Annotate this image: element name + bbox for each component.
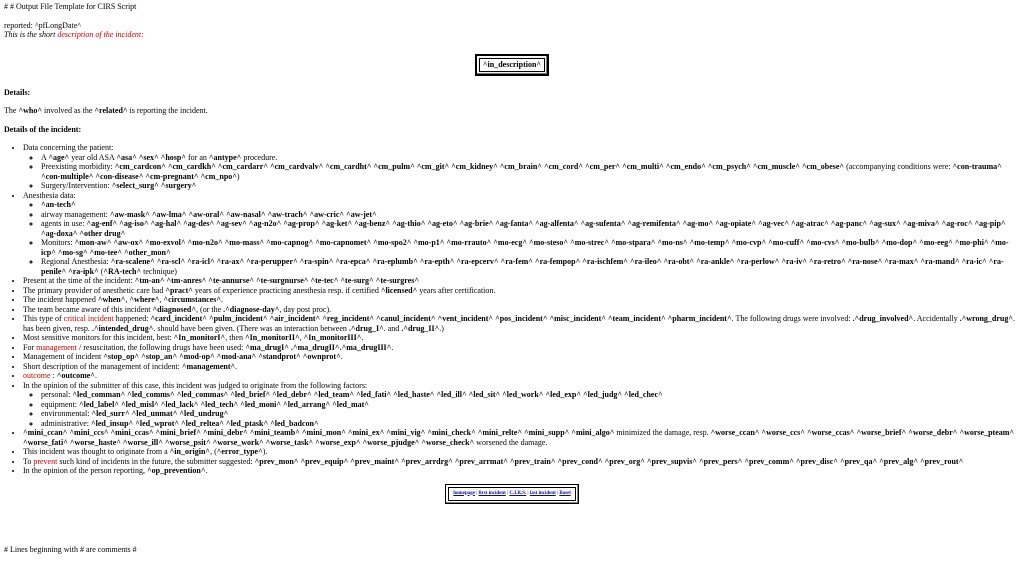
- patient-label: Data concerning the patient:: [23, 143, 114, 152]
- ma-drug-vars: ^ma_drugI^ .^ma_drugII^.^ma_drugIII^: [245, 342, 392, 352]
- agents-vars: ^ag-enf^ ^ag-iso^ ^ag-hal^ ^ag-des^ ^ag-sev^ ^ag-n2o^ ^ag-prop^ ^ag-ket^ ^ag-benz^ ^ag-thio^ ^ag-eto^ ^ag-brie^ ^ag-fanta^ ^ag-alfenta^ ^ag-sufenta^ ^ag-remifenta^ ^ag-mo^ ^ag-opiate^ ^ag-vec^ ^ag-atrac^ ^ag-panc^ ^ag-sux^ ^ag-miva^ ^ag-roc^ ^ag-pip^ ^ag-doxa^ ^other drug^: [41, 219, 1006, 238]
- text: The team became aware of this incident: [23, 304, 153, 314]
- critical-incident-highlight: critical incident: [63, 314, 114, 323]
- licensed-var: ^licensed^: [380, 285, 418, 295]
- when-var: ^when^: [97, 295, 126, 304]
- incident-heading: Details of the incident:: [4, 124, 82, 134]
- text: ,: [125, 295, 130, 304]
- text: Preexisting morbidity:: [41, 162, 115, 171]
- opinion-label: In the opinion of the submitter of this case, this incident was judged to originate from the following factors:: [23, 380, 368, 390]
- list-item-happened: [23, 295, 1020, 305]
- text: , then: [225, 333, 245, 342]
- list-item-environmental: [41, 409, 1020, 419]
- cirs-link[interactable]: C.I.R.S.: [509, 490, 527, 496]
- monitor-ii-var: ^In_monitorII^: [244, 333, 300, 342]
- text: . should have been given. (There was an interaction between: [153, 323, 349, 333]
- text: Management of incident: [23, 352, 104, 361]
- text: years of experience practicing anesthesia resp. if certified: [192, 285, 381, 295]
- text: / resuscitation, the following drugs have been used:: [77, 342, 246, 352]
- text: year old ASA: [69, 152, 117, 162]
- description-button[interactable]: [475, 54, 549, 76]
- separator: |: [555, 490, 560, 496]
- footer-comment: # Lines beginning with # are comments #: [4, 545, 137, 554]
- short-description-prefix: This is the short: [4, 30, 58, 39]
- who-var: ^who^: [18, 106, 42, 115]
- list-item-mini: [23, 428, 1020, 447]
- text: Short description of the management of incident:: [23, 361, 182, 371]
- present-vars: ^tm-an^ ^tm-anres^ ^te-annurse^ ^te-surgnurse^ ^te-tec^ ^te-surg^ ^te-surgres^: [134, 276, 420, 285]
- text: (accompanying conditions were:: [844, 162, 953, 171]
- antype-var: ^antype^: [208, 152, 242, 162]
- outcome-var: ^outcome^: [56, 371, 95, 380]
- text: is reporting the incident.: [127, 106, 208, 115]
- list-item-patient: [23, 143, 1020, 191]
- homepage-link[interactable]: homepage: [453, 490, 475, 496]
- text: agents in use:: [41, 219, 87, 228]
- text: . has been given, resp.: [23, 314, 1016, 333]
- regional-vars: ^ra-scalene^ ^ra-scl^ ^ra-icl^ ^ra-ax^ ^ra-perupper^ ^ra-spin^ ^ra-epca^ ^ra-eplumb^ ^ra-epth^ ^ra-epcerv^ ^ra-fem^ ^ra-fempop^ ^ra-ischfem^ ^ra-ileo^ ^ra-obt^ ^ra-ankle^ ^ra-perlow^ ^ra-iv^ ^ra-retro^ ^ra-nose^ ^ra-max^ ^ra-mand^ ^ra-ic^ ^ra-penile^ ^ra-ipk^: [41, 257, 1004, 276]
- morbidity-vars: ^cm_cardcon^ ^cm_cardkh^ ^cm_cardarr^ ^cm_cardvalv^ ^cm_cardht^ ^cm_pulm^ ^cm_git^ ^cm_kidney^ ^cm_brain^ ^cm_cord^ ^cm_per^ ^cm_multi^ ^cm_endo^ ^cm_psych^ ^cm_muscle^ ^cm_obese^: [114, 162, 845, 171]
- worse-vars: ^worse_ccan^ ^worse_ccs^ ^worse_ccas^ ^worse_brief^ ^worse_debr^ ^worse_pteam^ ^worse_fati^ ^worse_haste^ ^worse_ill^ ^worse_psit^ ^worse_work^ ^worse_task^ ^worse_exp^ ^worse_pjudge^ ^worse_check^: [23, 428, 1015, 447]
- list-item-aware: [23, 305, 1020, 315]
- short-description-line: [4, 30, 1020, 40]
- text: for an: [186, 152, 209, 162]
- nav-box: [445, 484, 578, 504]
- list-item-morbidity: [41, 162, 1020, 181]
- list-item-origin: [23, 447, 1020, 457]
- management-var: ^management^: [181, 361, 236, 371]
- incident-type-vars: ^card_incident^ ^pulm_incident^ ^air_incident^ ^reg_incident^ ^canul_incident^ ^vent_incident^ ^pos_incident^ ^misc_incident^ ^team_incident^ ^pharm_incident^: [150, 314, 732, 323]
- list-item-prevent: [23, 457, 1020, 467]
- list-item-present: [23, 276, 1020, 286]
- text: happened:: [113, 314, 151, 323]
- intended-drug-var: .^intended_drug^: [91, 323, 154, 333]
- list-item-agents: [41, 219, 1020, 238]
- text: For: [23, 342, 37, 352]
- description-button-label: ^in_description^: [479, 58, 545, 72]
- template-comment: # # Output File Template for CIRS Script: [4, 2, 137, 11]
- text: .: [235, 361, 238, 371]
- monitors-vars: ^mon-aw^ ^aw-ox^ ^mo-exvol^ ^mo-n2o^ ^mo-mass^ ^mo-capnog^ ^mo-capnomet^ ^mo-spo2^ ^mo-p1^ ^mo-rrauto^ ^mo-ecg^ ^mo-steso^ ^mo-strec^ ^mo-stpara^ ^mo-ns^ ^mo-temp^ ^mo-cvp^ ^mo-cuff^ ^mo-cvs^ ^mo-bulb^ ^mo-dop^ ^mo-eeg^ ^mo-phi^ ^mo-icp^ ^mo-sg^ ^mo-tee^ ^other_mon^: [41, 238, 1009, 257]
- origin-var: ^in_origin^: [169, 447, 211, 456]
- text: . Accidentally: [913, 314, 960, 323]
- text: .: [221, 295, 224, 304]
- list-item-personal: [41, 390, 1020, 400]
- list-item-provider: [23, 286, 1020, 296]
- text: Most sensitive monitors for this incident, best:: [23, 333, 174, 342]
- list-item-management: [23, 343, 1020, 353]
- ra-tech-var: ^RA-tech^: [103, 266, 142, 276]
- list-item-administrative: [41, 419, 1020, 429]
- text: ).: [262, 447, 268, 456]
- text: (: [98, 266, 104, 276]
- list-item-anesthesia: [23, 191, 1020, 277]
- description-box-wrapper: [4, 54, 1020, 76]
- incident-list: [4, 143, 1020, 476]
- text: A: [41, 152, 49, 162]
- text: .): [439, 323, 444, 333]
- text: years after certification.: [417, 285, 496, 295]
- text: such kind of incidents in the future, the submitter suggested:: [57, 456, 255, 466]
- text: The primary provider of anesthetic care had: [23, 285, 166, 295]
- details-heading: Details:: [4, 87, 31, 97]
- details-line: [4, 106, 1020, 116]
- circumstances-var: ^circumstances^: [163, 295, 222, 304]
- list-item-monitors: [41, 238, 1020, 257]
- list-item-tech: [41, 200, 1020, 210]
- text: technique): [141, 266, 177, 276]
- list-item-short-mgmt: [23, 362, 1020, 372]
- diagnosed-var: ^diagnosed^: [152, 304, 197, 314]
- list-item-opinion: [23, 381, 1020, 429]
- outcome-highlight: outcome: [23, 371, 51, 380]
- list-item-age: [41, 153, 1020, 163]
- age-var: ^age^: [48, 152, 70, 162]
- nav-wrapper: [4, 484, 1020, 504]
- short-description-highlight: description of the incident:: [57, 30, 144, 39]
- text: personal:: [41, 390, 73, 399]
- prevent-vars: ^prev_mon^ ^prev_equip^ ^prev_maint^ ^prev_arrdrg^ ^prev_arrmat^ ^prev_train^ ^prev_cond^ ^prev_org^ ^prev_supvis^ ^prev_pers^ ^prev_comm^ ^prev_disc^ ^prev_qa^ ^prev_alg^ ^prev_rout^: [254, 456, 964, 466]
- last-incident-link[interactable]: last incident: [529, 490, 556, 496]
- text: worsened the damage.: [474, 437, 548, 447]
- anesthesia-sublist: [23, 200, 1020, 276]
- reported-line: reported: ^pfLongDate^: [4, 20, 82, 30]
- monitor-i-var: ^In_monitorI^: [173, 333, 226, 342]
- text: ,: [159, 295, 164, 304]
- text: equipment:: [41, 399, 79, 409]
- prevent-highlight: prevent: [33, 456, 58, 466]
- where-var: ^where^: [129, 295, 160, 304]
- asa-sex-hosp-vars: ^asa^ ^sex^ ^hosp^: [116, 152, 186, 162]
- text: administrative:: [41, 418, 91, 428]
- management-highlight: management: [36, 342, 77, 352]
- text: . and: [383, 323, 402, 333]
- surgery-vars: ^select_surg^ ^surgery^: [111, 181, 197, 190]
- opinion-sublist: [23, 390, 1020, 428]
- text: .: [94, 371, 97, 380]
- text: ): [236, 171, 240, 181]
- list-item-surgery: [41, 181, 1020, 191]
- op-prevention-var: ^op_prevention^: [146, 466, 206, 475]
- drug-i-var: .^drug_I^: [348, 323, 384, 333]
- text: involved as the: [41, 106, 95, 115]
- text: airway management:: [41, 209, 110, 219]
- list-item-person: [23, 466, 1020, 476]
- text: . The following drugs were involved:: [731, 314, 853, 323]
- drug-ii-var: .^drug_II^: [401, 323, 440, 333]
- list-item-type: [23, 314, 1020, 333]
- text: Monitors:: [41, 238, 75, 247]
- text: procedure.: [241, 152, 278, 162]
- text: In the opinion of the person reporting,: [23, 466, 147, 475]
- text: Surgery/Intervention:: [41, 181, 112, 190]
- text: To: [23, 456, 34, 466]
- text: .: [205, 466, 208, 475]
- airway-vars: ^aw-mask^ ^aw-lma^ ^aw-oral^ ^aw-nasal^ ^aw-trach^ ^aw-cric^ ^aw-jet^: [109, 209, 377, 219]
- text: , (: [210, 447, 217, 456]
- text: minimized the damage, resp.: [614, 428, 711, 437]
- separator: |: [526, 490, 530, 496]
- administrative-vars: ^led_insup^ ^led_wprot^ ^led_reltea^ ^led_ptask^ ^led_badcon^: [91, 418, 319, 428]
- monitor-iii-var: ^In_monitorIII^: [303, 333, 362, 342]
- environmental-vars: ^led_surr^ ^led_unmat^ ^led_undrug^: [91, 409, 229, 418]
- text: .: [340, 352, 343, 361]
- list-item-mgmt-incident: [23, 352, 1020, 362]
- text: Present at the time of the incident:: [23, 276, 135, 285]
- separator: |: [474, 490, 479, 496]
- separator: |: [505, 490, 510, 496]
- text: .: [391, 342, 394, 352]
- mgmt-vars: ^stop_op^ ^stop_an^ ^mod-op^ ^mod-ana^ ^standprot^ ^ownprot^: [103, 352, 341, 361]
- text: This type of: [23, 314, 64, 323]
- list-item-regional: [41, 257, 1020, 276]
- text: , (or the: [196, 304, 224, 314]
- first-incident-link[interactable]: first incident: [478, 490, 506, 496]
- conditions-vars: ^con-trauma^ ^con-multiple^ ^con-disease^ ^cm-pregnant^ ^cm_npo^: [41, 162, 1002, 181]
- text: ,: [299, 333, 304, 342]
- personal-vars: ^led_comman^ ^led_comms^ ^led_commas^ ^led_brief^ ^led_debr^ ^led_team^ ^led_fati^ ^led_haste^ ^led_ill^ ^led_sit^ ^led_work^ ^led_exp^ ^led_judg^ ^led_chec^: [72, 390, 663, 399]
- text: The: [4, 106, 19, 115]
- list-item-sensitive: [23, 333, 1020, 343]
- text: Regional Anesthesia:: [41, 257, 111, 266]
- text: , day post proc).: [279, 304, 332, 314]
- text: environmental:: [41, 409, 92, 418]
- list-item-airway: [41, 210, 1020, 220]
- patient-sublist: [23, 153, 1020, 191]
- basel-link[interactable]: Basel: [559, 490, 571, 496]
- an-tech-var: ^an-tech^: [41, 200, 76, 209]
- text: This incident was thought to originate from a: [23, 447, 170, 456]
- mini-vars: ^mini_ccan^ ^mini_ccs^ ^mini_ccas^ ^mini_brief^ ^mini_debr^ ^mini_teamb^ ^mini_mon^ ^mini_ex^ ^mini_vig^ ^mini_check^ ^mini_relte^ ^mini_supp^ ^mini_algo^: [23, 428, 615, 437]
- error-type-var: ^error_type^: [216, 447, 263, 456]
- text: .: [361, 333, 364, 342]
- list-item-outcome: [23, 371, 1020, 381]
- text: The incident happened: [23, 295, 98, 304]
- anesthesia-label: Anesthesia data:: [23, 190, 76, 200]
- pract-var: ^pract^: [165, 285, 193, 295]
- wrong-drug-var: .^wrong_drug^: [959, 314, 1014, 323]
- nav-links: [448, 487, 575, 501]
- text: :: [50, 371, 57, 380]
- related-var: ^related^: [94, 106, 128, 115]
- drug-involved-var: .^drug_involved^: [852, 314, 914, 323]
- equipment-vars: ^led_label^ ^led_misl^ ^led_lack^ ^led_tech^ ^led_moni^ ^led_arrang^ ^led_mat^: [79, 399, 369, 409]
- diagnose-day-var: .^diagnose-day^: [223, 304, 280, 314]
- list-item-equipment: [41, 400, 1020, 410]
